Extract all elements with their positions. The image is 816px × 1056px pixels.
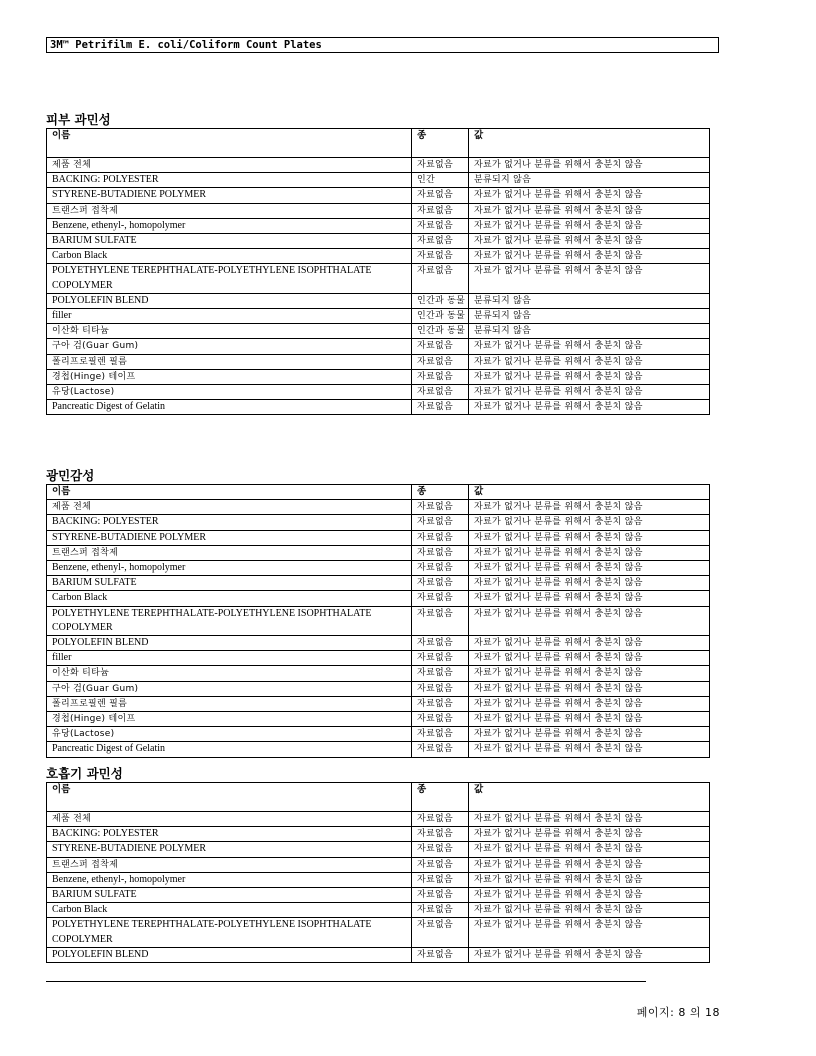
cell-name: filler (47, 651, 412, 666)
cell-name: filler (47, 309, 412, 324)
photosensitization-table (46, 484, 710, 758)
skin-sensitization-table (46, 128, 710, 415)
cell-species: 자료없음 (412, 857, 469, 872)
cell-value: 자료가 없거나 분류를 위해서 충분치 않음 (469, 947, 710, 962)
cell-value: 자료가 없거나 분류를 위해서 충분치 않음 (469, 827, 710, 842)
cell-species: 자료없음 (412, 385, 469, 400)
table-row (47, 606, 710, 635)
cell-value: 분류되지 않음 (469, 293, 710, 308)
cell-value: 자료가 없거나 분류를 위해서 충분치 않음 (469, 203, 710, 218)
page-number: 페이지: 8 의 18 (636, 1006, 720, 1019)
table-row (47, 324, 710, 339)
cell-value: 자료가 없거나 분류를 위해서 충분치 않음 (469, 636, 710, 651)
cell-name: 경첩(Hinge) 테이프 (47, 712, 412, 727)
cell-name: Benzene, ethenyl-, homopolymer (47, 872, 412, 887)
cell-species: 자료없음 (412, 712, 469, 727)
cell-name: BARIUM SULFATE (47, 576, 412, 591)
cell-species: 자료없음 (412, 545, 469, 560)
table-row (47, 681, 710, 696)
table-row (47, 903, 710, 918)
table-row (47, 249, 710, 264)
cell-name: 폴리프로필렌 필름 (47, 354, 412, 369)
cell-species: 자료없음 (412, 651, 469, 666)
cell-species: 자료없음 (412, 188, 469, 203)
cell-name: POLYOLEFIN BLEND (47, 947, 412, 962)
table-row (47, 857, 710, 872)
table-row (47, 234, 710, 249)
table-row (47, 576, 710, 591)
cell-species: 자료없음 (412, 234, 469, 249)
cell-value: 자료가 없거나 분류를 위해서 충분치 않음 (469, 530, 710, 545)
cell-species: 인간과 동물 (412, 293, 469, 308)
cell-value: 자료가 없거나 분류를 위해서 충분치 않음 (469, 888, 710, 903)
cell-value: 자료가 없거나 분류를 위해서 충분치 않음 (469, 918, 710, 947)
cell-name: 유당(Lactose) (47, 727, 412, 742)
cell-value: 자료가 없거나 분류를 위해서 충분치 않음 (469, 188, 710, 203)
cell-species: 자료없음 (412, 681, 469, 696)
table-row (47, 561, 710, 576)
cell-value: 자료가 없거나 분류를 위해서 충분치 않음 (469, 218, 710, 233)
cell-name: 이산화 티타늄 (47, 666, 412, 681)
table-row (47, 742, 710, 757)
table-row (47, 339, 710, 354)
cell-species: 자료없음 (412, 500, 469, 515)
cell-value: 자료가 없거나 분류를 위해서 충분치 않음 (469, 576, 710, 591)
cell-value: 자료가 없거나 분류를 위해서 충분치 않음 (469, 500, 710, 515)
cell-name: 구아 검(Guar Gum) (47, 681, 412, 696)
cell-name: POLYOLEFIN BLEND (47, 293, 412, 308)
table-row (47, 666, 710, 681)
table-row (47, 515, 710, 530)
cell-name: 제품 전체 (47, 812, 412, 827)
cell-name: STYRENE-BUTADIENE POLYMER (47, 842, 412, 857)
cell-species: 자료없음 (412, 515, 469, 530)
cell-name: Carbon Black (47, 903, 412, 918)
table-row (47, 293, 710, 308)
cell-value: 자료가 없거나 분류를 위해서 충분치 않음 (469, 561, 710, 576)
cell-species: 자료없음 (412, 903, 469, 918)
table-row (47, 500, 710, 515)
cell-value: 자료가 없거나 분류를 위해서 충분치 않음 (469, 651, 710, 666)
table-row (47, 264, 710, 293)
table-row (47, 530, 710, 545)
section-title-respiratory-sensitization: 호흡기 과민성 (46, 766, 123, 781)
cell-value: 자료가 없거나 분류를 위해서 충분치 않음 (469, 696, 710, 711)
footer-divider (46, 981, 646, 982)
cell-value: 자료가 없거나 분류를 위해서 충분치 않음 (469, 249, 710, 264)
cell-species: 자료없음 (412, 591, 469, 606)
table-row (47, 354, 710, 369)
cell-species: 자료없음 (412, 636, 469, 651)
cell-species: 자료없음 (412, 742, 469, 757)
cell-species: 자료없음 (412, 561, 469, 576)
table-row (47, 203, 710, 218)
table-row (47, 727, 710, 742)
table-row (47, 888, 710, 903)
cell-name: POLYOLEFIN BLEND (47, 636, 412, 651)
cell-value: 자료가 없거나 분류를 위해서 충분치 않음 (469, 842, 710, 857)
cell-value: 자료가 없거나 분류를 위해서 충분치 않음 (469, 385, 710, 400)
table-row (47, 842, 710, 857)
cell-value: 자료가 없거나 분류를 위해서 충분치 않음 (469, 681, 710, 696)
cell-value: 자료가 없거나 분류를 위해서 충분치 않음 (469, 666, 710, 681)
cell-species: 자료없음 (412, 888, 469, 903)
cell-species: 자료없음 (412, 666, 469, 681)
table-row (47, 173, 710, 188)
cell-name: 트랜스퍼 접착제 (47, 857, 412, 872)
table-row (47, 947, 710, 962)
cell-species: 자료없음 (412, 606, 469, 635)
cell-value: 자료가 없거나 분류를 위해서 충분치 않음 (469, 872, 710, 887)
cell-name: Pancreatic Digest of Gelatin (47, 400, 412, 415)
cell-species: 자료없음 (412, 339, 469, 354)
cell-value: 자료가 없거나 분류를 위해서 충분치 않음 (469, 354, 710, 369)
cell-name: BARIUM SULFATE (47, 888, 412, 903)
section-title-photosensitization: 광민감성 (46, 468, 95, 483)
cell-species: 자료없음 (412, 354, 469, 369)
column-header-value: 값 (469, 485, 710, 500)
table-row (47, 872, 710, 887)
cell-value: 자료가 없거나 분류를 위해서 충분치 않음 (469, 158, 710, 173)
cell-value: 자료가 없거나 분류를 위해서 충분치 않음 (469, 606, 710, 635)
table-row (47, 188, 710, 203)
cell-value: 자료가 없거나 분류를 위해서 충분치 않음 (469, 857, 710, 872)
cell-species: 자료없음 (412, 842, 469, 857)
cell-name: 폴리프로필렌 필름 (47, 696, 412, 711)
cell-value: 분류되지 않음 (469, 324, 710, 339)
cell-species: 자료없음 (412, 158, 469, 173)
column-header-name: 이름 (47, 485, 412, 500)
cell-value: 자료가 없거나 분류를 위해서 충분치 않음 (469, 712, 710, 727)
cell-species: 자료없음 (412, 218, 469, 233)
cell-species: 자료없음 (412, 203, 469, 218)
table-row (47, 400, 710, 415)
column-header-species: 종 (412, 129, 469, 158)
column-header-species: 종 (412, 783, 469, 812)
cell-species: 자료없음 (412, 264, 469, 293)
cell-value: 자료가 없거나 분류를 위해서 충분치 않음 (469, 591, 710, 606)
cell-value: 자료가 없거나 분류를 위해서 충분치 않음 (469, 545, 710, 560)
cell-value: 자료가 없거나 분류를 위해서 충분치 않음 (469, 339, 710, 354)
cell-value: 자료가 없거나 분류를 위해서 충분치 않음 (469, 369, 710, 384)
table-row (47, 545, 710, 560)
document-title: 3M™ Petrifilm E. coli/Coliform Count Plates (50, 39, 322, 51)
cell-species: 자료없음 (412, 872, 469, 887)
cell-species: 자료없음 (412, 400, 469, 415)
cell-name: 경첩(Hinge) 테이프 (47, 369, 412, 384)
cell-species: 자료없음 (412, 827, 469, 842)
cell-name: 트랜스퍼 접착제 (47, 203, 412, 218)
cell-species: 인간과 동물 (412, 309, 469, 324)
cell-value: 분류되지 않음 (469, 173, 710, 188)
cell-name: STYRENE-BUTADIENE POLYMER (47, 188, 412, 203)
cell-name: 제품 전체 (47, 500, 412, 515)
cell-name: BARIUM SULFATE (47, 234, 412, 249)
cell-name: 제품 전체 (47, 158, 412, 173)
column-header-species: 종 (412, 485, 469, 500)
cell-species: 인간과 동물 (412, 324, 469, 339)
table-row (47, 385, 710, 400)
table-row (47, 158, 710, 173)
cell-species: 자료없음 (412, 530, 469, 545)
cell-name: 구아 검(Guar Gum) (47, 339, 412, 354)
cell-species: 자료없음 (412, 696, 469, 711)
column-header-value: 값 (469, 129, 710, 158)
section-title-skin-sensitization: 피부 과민성 (46, 112, 111, 127)
cell-value: 자료가 없거나 분류를 위해서 충분치 않음 (469, 812, 710, 827)
cell-value: 자료가 없거나 분류를 위해서 충분치 않음 (469, 515, 710, 530)
cell-name: Pancreatic Digest of Gelatin (47, 742, 412, 757)
cell-name: Benzene, ethenyl-, homopolymer (47, 218, 412, 233)
cell-value: 자료가 없거나 분류를 위해서 충분치 않음 (469, 742, 710, 757)
cell-value: 자료가 없거나 분류를 위해서 충분치 않음 (469, 264, 710, 293)
cell-species: 인간 (412, 173, 469, 188)
table-row (47, 591, 710, 606)
cell-name: 트랜스퍼 접착제 (47, 545, 412, 560)
column-header-name: 이름 (47, 129, 412, 158)
table-row (47, 712, 710, 727)
cell-name: POLYETHYLENE TEREPHTHALATE-POLYETHYLENE ISOPHTHALATE COPOLYMER (47, 606, 412, 635)
cell-name: Carbon Black (47, 591, 412, 606)
cell-name: Benzene, ethenyl-, homopolymer (47, 561, 412, 576)
cell-value: 자료가 없거나 분류를 위해서 충분치 않음 (469, 727, 710, 742)
document-header (46, 37, 719, 53)
cell-name: Carbon Black (47, 249, 412, 264)
respiratory-sensitization-table (46, 782, 710, 963)
cell-name: POLYETHYLENE TEREPHTHALATE-POLYETHYLENE ISOPHTHALATE COPOLYMER (47, 918, 412, 947)
table-row (47, 696, 710, 711)
cell-species: 자료없음 (412, 576, 469, 591)
cell-name: 유당(Lactose) (47, 385, 412, 400)
cell-name: BACKING: POLYESTER (47, 173, 412, 188)
table-row (47, 812, 710, 827)
table-row (47, 918, 710, 947)
cell-value: 분류되지 않음 (469, 309, 710, 324)
cell-name: POLYETHYLENE TEREPHTHALATE-POLYETHYLENE ISOPHTHALATE COPOLYMER (47, 264, 412, 293)
column-header-value: 값 (469, 783, 710, 812)
table-row (47, 827, 710, 842)
column-header-name: 이름 (47, 783, 412, 812)
cell-species: 자료없음 (412, 249, 469, 264)
cell-species: 자료없음 (412, 947, 469, 962)
table-row (47, 309, 710, 324)
cell-name: 이산화 티타늄 (47, 324, 412, 339)
cell-species: 자료없음 (412, 918, 469, 947)
cell-species: 자료없음 (412, 727, 469, 742)
cell-species: 자료없음 (412, 812, 469, 827)
table-row (47, 369, 710, 384)
cell-species: 자료없음 (412, 369, 469, 384)
cell-name: BACKING: POLYESTER (47, 515, 412, 530)
cell-value: 자료가 없거나 분류를 위해서 충분치 않음 (469, 903, 710, 918)
cell-value: 자료가 없거나 분류를 위해서 충분치 않음 (469, 400, 710, 415)
cell-name: STYRENE-BUTADIENE POLYMER (47, 530, 412, 545)
table-row (47, 218, 710, 233)
table-row (47, 651, 710, 666)
table-row (47, 636, 710, 651)
cell-value: 자료가 없거나 분류를 위해서 충분치 않음 (469, 234, 710, 249)
cell-name: BACKING: POLYESTER (47, 827, 412, 842)
